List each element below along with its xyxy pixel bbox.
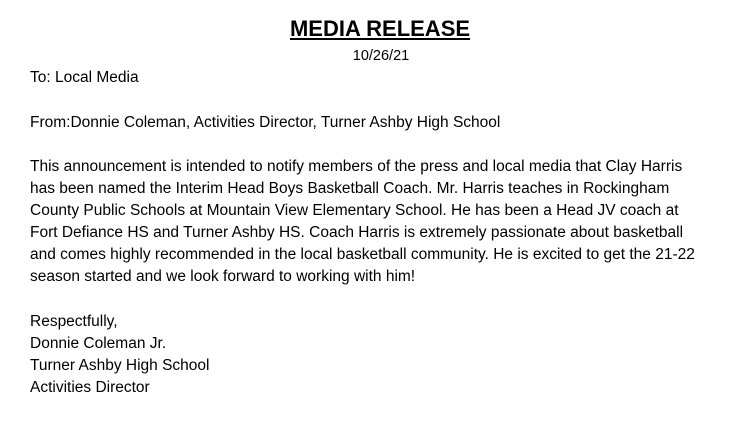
signature-block: [30, 311, 210, 399]
signer-school: Turner Ashby High School: [30, 357, 210, 374]
paragraph-line: County Public Schools at Mountain View Elementary School. He has been a Head JV coach at: [30, 202, 679, 219]
to-line: To: Local Media: [30, 69, 139, 86]
announcement-paragraph: [30, 156, 695, 288]
signer-role: Activities Director: [30, 379, 150, 396]
release-date: 10/26/21: [352, 48, 410, 64]
paragraph-line: Fort Defiance HS and Turner Ashby HS. Coach Harris is extremely passionate about basketball: [30, 224, 684, 241]
paragraph-line: has been named the Interim Head Boys Basketball Coach. Mr. Harris teaches in Rockingham: [30, 180, 670, 197]
page-title: MEDIA RELEASE: [289, 16, 471, 41]
paragraph-line: This announcement is intended to notify members of the press and local media that Clay Harris: [30, 158, 683, 175]
paragraph-line: and comes highly recommended in the local basketball community. He is excited to get the 21-22: [30, 246, 695, 263]
from-line: From:Donnie Coleman, Activities Director, Turner Ashby High School: [30, 114, 501, 131]
paragraph-line: season started and we look forward to working with him!: [30, 268, 416, 285]
closing-text: Respectfully,: [30, 313, 118, 330]
signer-name: Donnie Coleman Jr.: [30, 335, 167, 352]
